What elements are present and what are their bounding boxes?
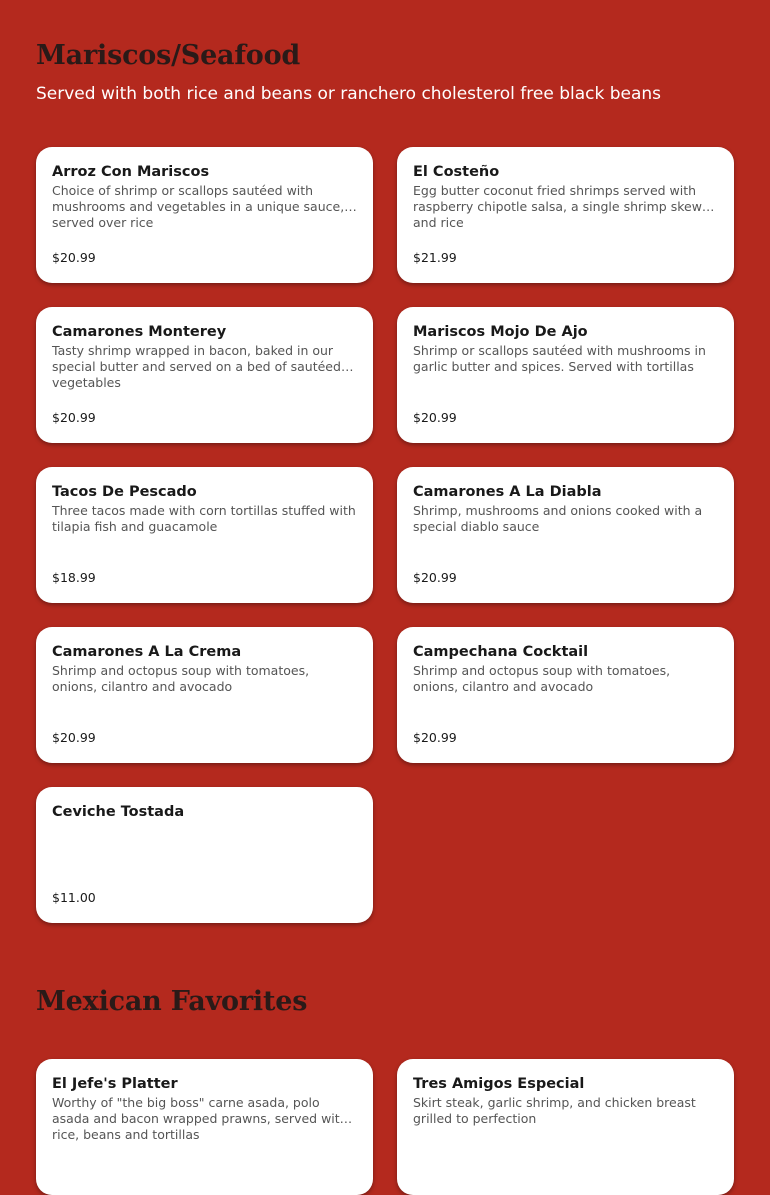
menu-item-card[interactable] <box>36 467 373 603</box>
menu-item-description: Shrimp, mushrooms and onions cooked with a special diablo sauce <box>413 503 703 534</box>
menu-item-description: Skirt steak, garlic shrimp, and chicken breast grilled to perfection <box>413 1095 696 1126</box>
menu-item-price: $20.99 <box>413 730 457 745</box>
section-title: Mexican Favorites <box>36 986 308 1017</box>
menu-item-price: $21.99 <box>413 250 457 265</box>
menu-item-price: $11.00 <box>52 890 96 905</box>
menu-item-description: Three tacos made with corn tortillas stuffed with tilapia fish and guacamole <box>52 503 356 534</box>
menu-item-card[interactable] <box>397 1059 734 1195</box>
menu-item-card[interactable] <box>397 627 734 763</box>
section-subtitle: Served with both rice and beans or ranchero cholesterol free black beans <box>36 84 662 104</box>
menu-item-description: Worthy of "the big boss" carne asada, polo asada and bacon wrapped prawns, served with rice, beans and tortillas <box>52 1095 348 1142</box>
menu-item-card[interactable] <box>36 307 373 443</box>
menu-item-price: $20.99 <box>52 250 96 265</box>
menu-item-card[interactable] <box>36 147 373 283</box>
menu-item-price: $20.99 <box>52 730 96 745</box>
menu-item-card[interactable] <box>397 467 734 603</box>
menu-item-card[interactable] <box>36 787 373 923</box>
section-title: Mariscos/Seafood <box>36 40 301 71</box>
menu-item-name: El Costeño <box>413 164 500 180</box>
menu-item-name: Camarones Monterey <box>52 324 227 340</box>
menu-item-price: $20.99 <box>413 570 457 585</box>
menu-item-price: $20.99 <box>413 410 457 425</box>
menu-item-description: Choice of shrimp or scallops sautéed with mushrooms and vegetables in a unique sauce, served over rice <box>52 183 345 230</box>
menu-item-name: Mariscos Mojo De Ajo <box>413 324 588 340</box>
menu-item-description: Shrimp and octopus soup with tomatoes, onions, cilantro and avocado <box>413 663 671 694</box>
menu-item-name: Camarones A La Crema <box>52 644 242 660</box>
section-mariscos-seafood <box>36 40 734 905</box>
menu-item-description: Shrimp or scallops sautéed with mushrooms in garlic butter and spices. Served with tortillas <box>413 343 706 374</box>
menu-item-price: $20.99 <box>52 410 96 425</box>
menu-item-card[interactable] <box>36 627 373 763</box>
menu-grid <box>36 1059 734 1195</box>
menu-item-name: Tres Amigos Especial <box>413 1076 585 1092</box>
menu-grid <box>36 147 734 923</box>
menu-item-name: Arroz Con Mariscos <box>52 164 210 180</box>
menu-item-name: Campechana Cocktail <box>413 644 589 660</box>
menu-item-card[interactable] <box>397 147 734 283</box>
menu-item-price: $18.99 <box>52 570 96 585</box>
menu-item-description: Egg butter coconut fried shrimps served with raspberry chipotle salsa, a single shrimp skewer and rice <box>413 183 715 230</box>
menu-item-card[interactable] <box>397 307 734 443</box>
section-mexican-favorites <box>36 986 734 1142</box>
menu-item-card[interactable] <box>36 1059 373 1195</box>
menu-item-name: Camarones A La Diabla <box>413 484 602 500</box>
menu-item-description: Tasty shrimp wrapped in bacon, baked in our special butter and served on a bed of sautéed vegetables <box>52 343 341 390</box>
menu-item-name: Tacos De Pescado <box>52 484 197 500</box>
menu-item-name: El Jefe's Platter <box>52 1076 178 1092</box>
menu-item-description: Shrimp and octopus soup with tomatoes, onions, cilantro and avocado <box>52 663 310 694</box>
menu-item-name: Ceviche Tostada <box>52 804 185 820</box>
